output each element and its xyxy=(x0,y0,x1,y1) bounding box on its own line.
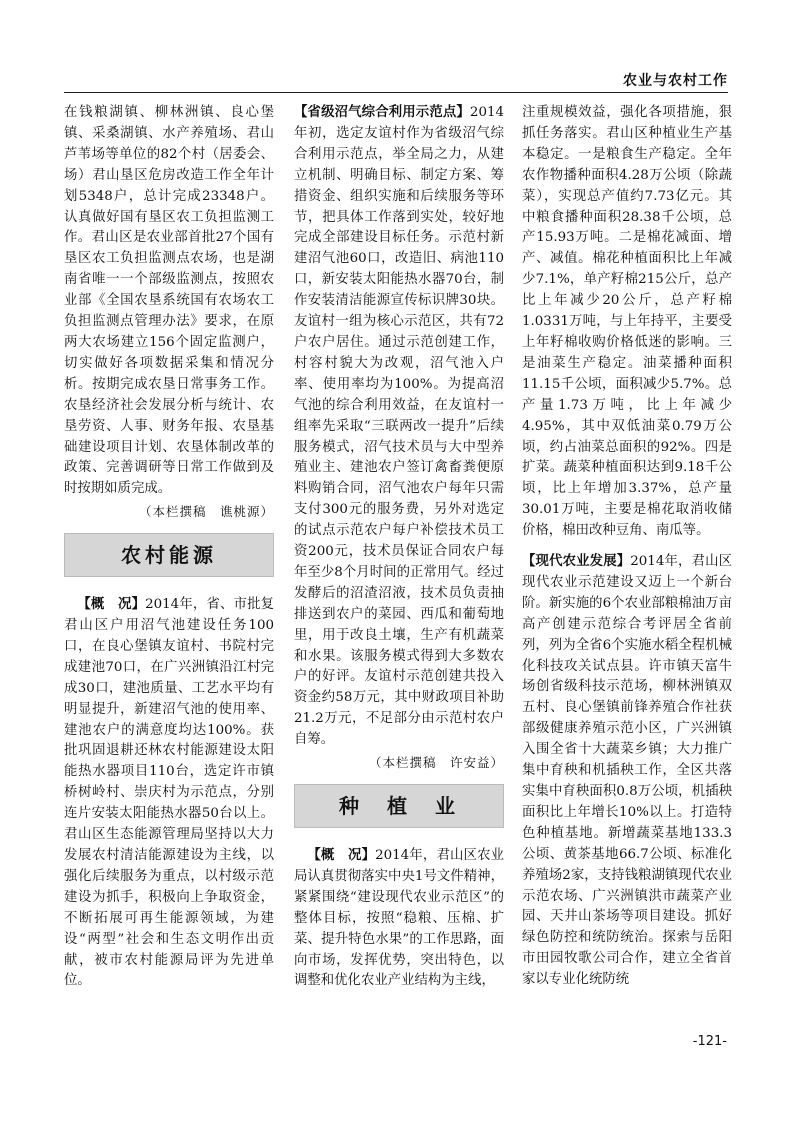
paragraph-tag: 【概 况】 xyxy=(307,848,376,863)
paragraph: 注重规模效益，强化各项措施，狠抓任务落实。君山区种植业生产基本稳定。一是粮食生产稳定。全年农作物播种面积4.28万公顷（除蔬菜），实现总产值约7.73亿元。其中粮食播种面积28.38千公顷，总产15.93万吨。二是棉花减面、增产、减值。棉花种植面积比上年减少7.1%，单产籽棉215公斤，总产比上年减少20公斤，总产籽棉1.0331万吨，与上年持平，主要受上年籽棉收购价格低迷的影响。三是油菜生产稳定。油菜播种面积11.15千公顷，面积减少5.7%。总产量1.73万吨，比上年减少4.95%，其中双低油菜0.79万公顷，约占油菜总面积的92%。四是扩菜。蔬菜种植面积达到9.18千公顷，比上年增加3.37%，总产量30.01万吨，主要是棉花取消收储价格，棉田改种豆角、南瓜等。 xyxy=(522,105,732,539)
paragraph-tag: 【概 况】 xyxy=(77,597,146,613)
paragraph-text: 2014年，君山区农业局认真贯彻落实中央1号文件精神，紧紧围绕“建设现代农业示范区”的整体目标，按照“稳粮、压棉、扩菜、提升特色水果”的工作思路，面向市场，发挥优势，突出特色，以调整和优化农业产业结构为主线， xyxy=(294,848,505,989)
section-title: 农业与农村工作 xyxy=(623,73,728,89)
column-2 xyxy=(294,103,504,992)
paragraph-text: 2014年，省、市批复君山区户用沼气池建设任务100口，在良心堡镇友谊村、书院村完成建池70口，在广兴洲镇沿江村完成30口，建池质量、工艺水平均有明显提升，新建沼气池的使用率、建池农户的满意度均达100%。获批巩固退耕还林农村能源建设太阳能热水器项目110台，选定许市镇桥树岭村、崇庆村为示范点，分别连片安装太阳能热水器50台以上。君山区生态能源管理局坚持以大力发展农村清洁能源建设为主线，以强化后续服务为重点，以村级示范建设为抓手，积极向上争取资金，不断拓展可再生能源领域，为建设“两型”社会和生态文明作出贡献，被市农村能源局评为先进单位。 xyxy=(64,597,275,989)
paragraph-tag: 【省级沼气综合利用示范点】 xyxy=(294,105,470,120)
paragraph-text: 2014年初，选定友谊村作为省级沼气综合利用示范点，举全局之力，从建立机制、明确目标、制定方案、筹措资金、组织实施和后续服务等环节，把具体工作落到实处，较好地完成全部建设目标任务。示范村新建沼气池60口，改造旧、病池110口，新安装太阳能热水器70台，制作安装清洁能源宣传标识牌30块。友谊村一组为核心示范区，共有72户农户居住。通过示范创建工作，村容村貌大为改观，沼气池入户率、使用率均为100%。为提高沼气池的综合利用效益，在友谊村一组率先采取“三联两改一提升”后续服务模式，沼气技术员与大中型养殖业主、建池农户签订禽畜粪便原料购销合同，沼气池农户每年只需支付300元的服务费，另外对选定的试点示范农户每户补偿技术员工资200元，技术员保证合同农户每年至少8个月时间的正常用气。经过发酵后的沼渣沼液，技术员负责抽排送到农户的菜园、西瓜和葡萄地里，用于改良土壤，生产有机蔬菜和水果。该服务模式得到大多数农户的好评。友谊村示范创建共投入资金约58万元，其中财政项目补助21.2万元，不足部分由示范村农户自筹。 xyxy=(294,105,504,748)
paragraph-tag: 【现代农业发展】 xyxy=(522,554,631,570)
paragraph xyxy=(294,103,504,751)
paragraph: 在钱粮湖镇、柳林洲镇、良心堡镇、采桑湖镇、水产养殖场、君山芦苇场等单位的82个村（居委会、场）君山垦区危房改造工作全年计划5348户，总计完成23348户。认真做好国有垦区农工负担监测工作。君山区是农业部首批27个国有垦区农工负担监测点农场，也是湖南省唯一一个部级监测点，按照农业部《全国农垦系统国有农场农工负担监测点管理办法》要求，在原两大农场建立156个固定监测户，切实做好各项数据采集和情况分析。按期完成农垦日常事务工作。农垦经济社会发展分析与统计、农垦劳资、人事、财务年报、农垦基础建设项目计划、农垦体制改革的政策、完善调研等日常工作做到及时按期如质完成。 xyxy=(64,105,274,497)
column-1 xyxy=(64,103,274,992)
paragraph xyxy=(522,552,732,991)
paragraph-text: 2014年，君山区现代农业示范建设又迈上一个新台阶。新实施的6个农业部粮棉油万亩高产创建示范综合考评居全省前列，列为全省6个实施水稻全程机械化科技攻关试点县。许市镇天富牛场创省级科技示范场，柳林洲镇双五村、良心堡镇前锋养殖合作社获部级健康养殖示范小区，广兴洲镇入围全省十大蔬菜乡镇；大力推广集中育秧和机插秧工作，全区共落实集中育秧面积0.8万公顷，机插秧面积比上年增长10%以上。打造特色种植基地。新增蔬菜基地133.3公顷、黄茶基地66.7公顷、标准化养殖场2家，支持钱粮湖镇现代农业示范农场、广兴洲镇洪市蔬菜产业园、天井山茶场等项目建设。抓好绿色防控和统防统治。探索与岳阳市田园牧歌公司合作，建立全省首家以专业化统防统 xyxy=(522,554,733,988)
section-heading-planting: 种 植 业 xyxy=(294,784,504,828)
section-heading-rural-energy: 农村能源 xyxy=(64,533,274,577)
author-credit: （本栏撰稿 谯桃源） xyxy=(138,504,274,520)
paragraph xyxy=(294,846,504,992)
column-3 xyxy=(522,103,732,991)
page-number: -121- xyxy=(692,1034,727,1049)
running-header xyxy=(64,68,728,93)
paragraph xyxy=(64,595,274,992)
author-credit: （本栏撰稿 许安益） xyxy=(368,755,504,771)
